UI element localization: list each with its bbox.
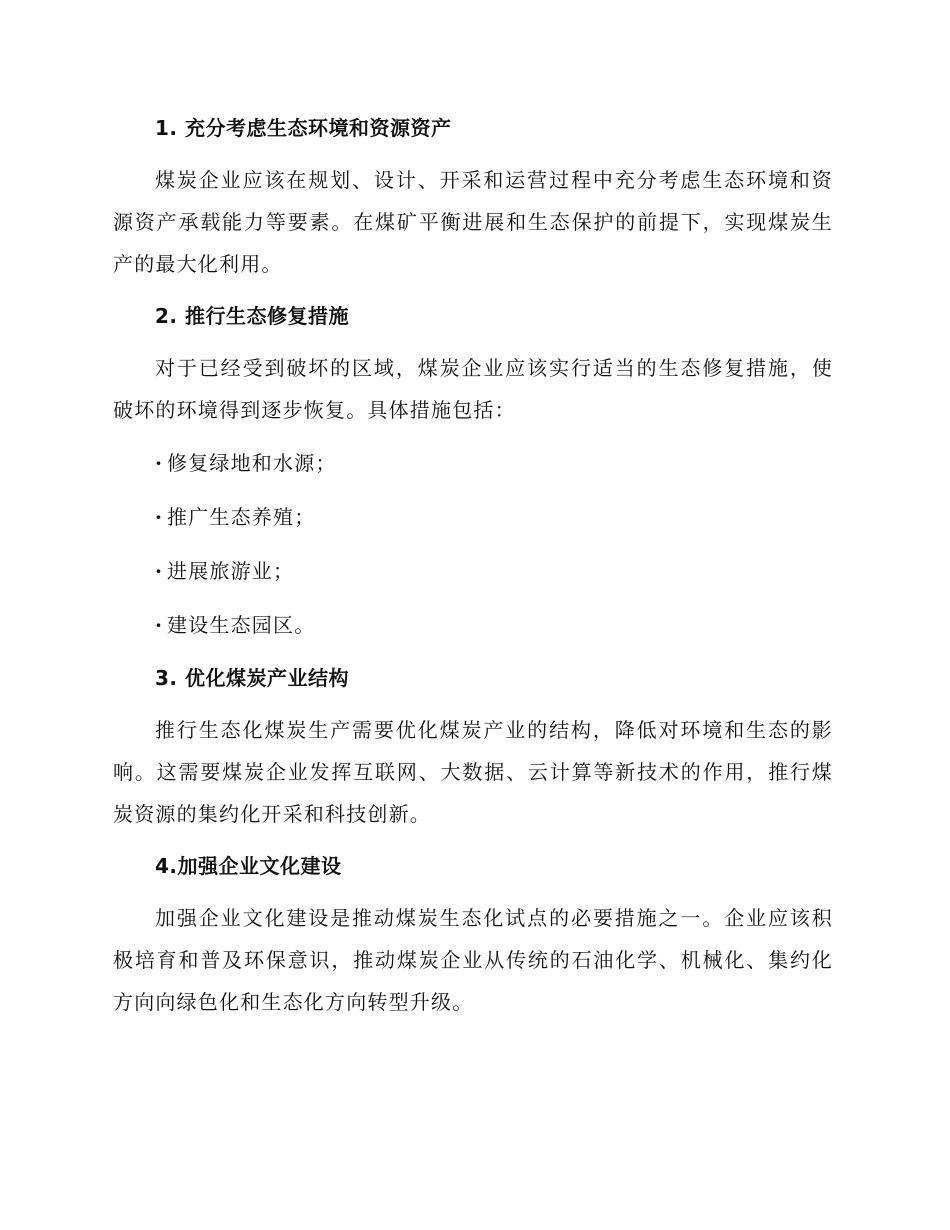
bullet-icon: · — [155, 505, 164, 529]
bullet-icon: · — [155, 451, 164, 475]
section-4-paragraph: 加强企业文化建设是推动煤炭生态化试点的必要措施之一。企业应该积极培育和普及环保意识，推动煤炭企业从传统的石油化学、机械化、集约化方向向绿色化和生态化方向转型升级。 — [113, 906, 833, 1014]
list-item — [113, 550, 833, 592]
section-2-paragraph: 对于已经受到破坏的区域，煤炭企业应该实行适当的生态修复措施，使破坏的环境得到逐步恢复。具体措施包括： — [113, 356, 833, 422]
list-item — [113, 604, 833, 646]
section-1-heading: 1. 充分考虑生态环境和资源资产 — [155, 116, 452, 140]
bullet-icon: · — [155, 559, 164, 583]
list-item — [113, 442, 833, 484]
document-body — [113, 108, 833, 1034]
section-1-paragraph: 煤炭企业应该在规划、设计、开采和运营过程中充分考虑生态环境和资源资产承载能力等要素。在煤矿平衡进展和生态保护的前提下，实现煤炭生产的最大化利用。 — [113, 168, 833, 276]
list-item-text: 进展旅游业； — [167, 559, 295, 583]
list-item-text: 修复绿地和水源； — [167, 451, 337, 475]
list-item-text: 建设生态园区。 — [167, 613, 316, 637]
section-3-paragraph: 推行生态化煤炭生产需要优化煤炭产业的结构，降低对环境和生态的影响。这需要煤炭企业发挥互联网、大数据、云计算等新技术的作用，推行煤炭资源的集约化开采和科技创新。 — [113, 718, 833, 826]
list-item — [113, 496, 833, 538]
section-2-heading: 2. 推行生态修复措施 — [155, 304, 349, 328]
section-3-heading: 3. 优化煤炭产业结构 — [155, 666, 349, 690]
list-item-text: 推广生态养殖； — [167, 505, 316, 529]
bullet-icon: · — [155, 613, 164, 637]
section-4-heading: 4.加强企业文化建设 — [155, 854, 342, 878]
